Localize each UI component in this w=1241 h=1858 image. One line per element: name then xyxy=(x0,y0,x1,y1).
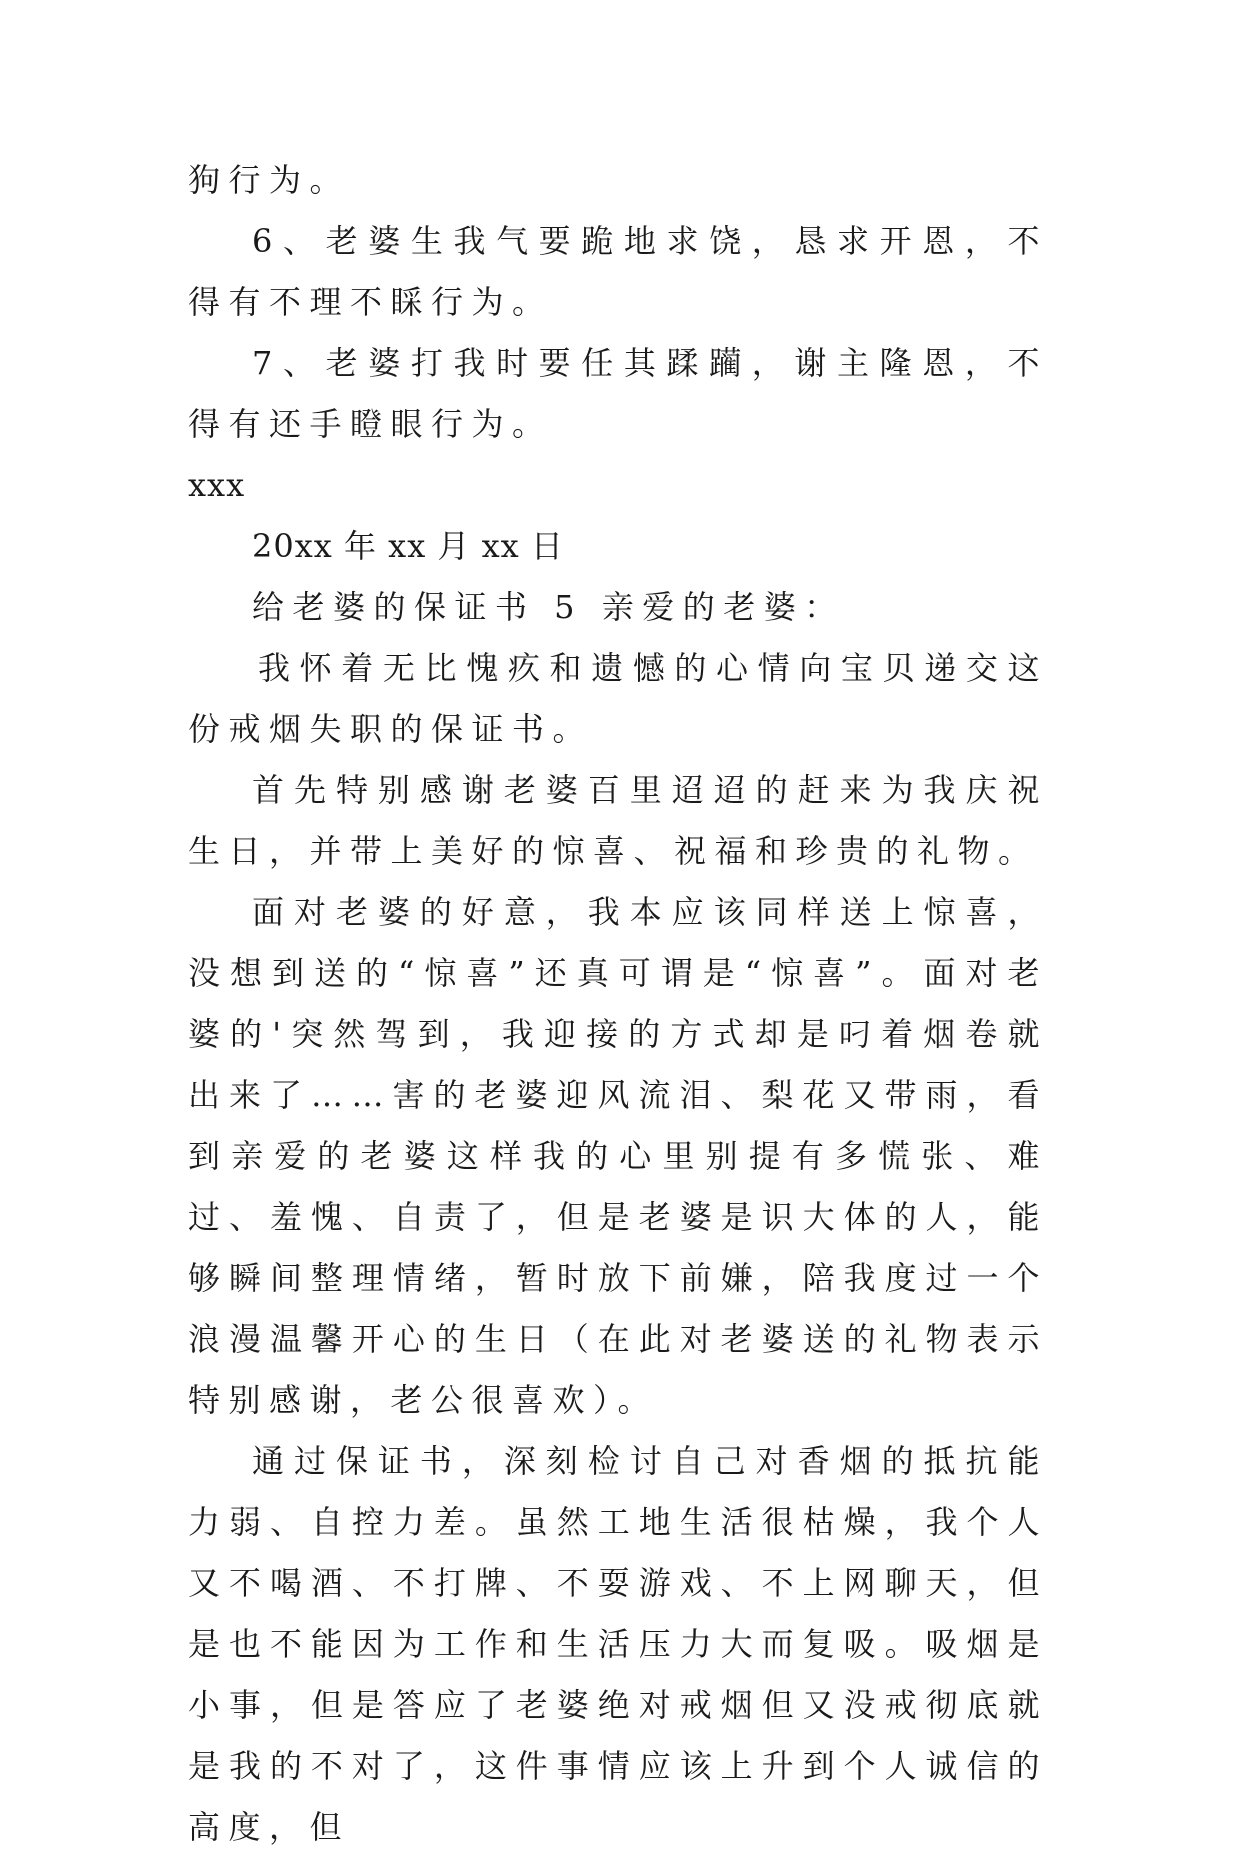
paragraph-continuation: 狗行为。 xyxy=(188,161,351,199)
paragraph-item-7: 7、老婆打我时要任其蹂躏，谢主隆恩，不得有还手瞪眼行为。 xyxy=(188,344,1048,443)
signature-name: xxx xyxy=(188,466,246,504)
document-body xyxy=(188,150,1048,1858)
paragraph-thanks: 首先特别感谢老婆百里迢迢的赶来为我庆祝生日，并带上美好的惊喜、祝福和珍贵的礼物。 xyxy=(188,771,1048,870)
paragraph-reflection: 通过保证书，深刻检讨自己对香烟的抵抗能力弱、自控力差。虽然工地生活很枯燥，我个人又不喝酒、不打牌、不耍游戏、不上网聊天，但是也不能因为工作和生活压力大而复吸。吸烟是小事，但是答应了老婆绝对戒烟但又没戒彻底就是我的不对了，这件事情应该上升到个人诚信的高度，但 xyxy=(188,1442,1048,1846)
paragraph-intro: 我怀着无比愧疚和遗憾的心情向宝贝递交这份戒烟失职的保证书。 xyxy=(188,649,1048,748)
signature-date: 20xx 年 xx 月 xx 日 xyxy=(252,527,564,565)
letter-heading: 给老婆的保证书 5 亲爱的老婆： xyxy=(252,588,845,626)
paragraph-story: 面对老婆的好意，我本应该同样送上惊喜，没想到送的“惊喜”还真可谓是“惊喜”。面对老婆的'突然驾到，我迎接的方式却是叼着烟卷就出来了……害的老婆迎风流泪、梨花又带雨，看到亲爱的老婆这样我的心里别提有多慌张、难过、羞愧、自责了，但是老婆是识大体的人，能够瞬间整理情绪，暂时放下前嫌，陪我度过一个浪漫温馨开心的生日（在此对老婆送的礼物表示特别感谢，老公很喜欢）。 xyxy=(188,893,1048,1419)
paragraph-item-6: 6、老婆生我气要跪地求饶，恳求开恩，不得有不理不睬行为。 xyxy=(188,222,1048,321)
